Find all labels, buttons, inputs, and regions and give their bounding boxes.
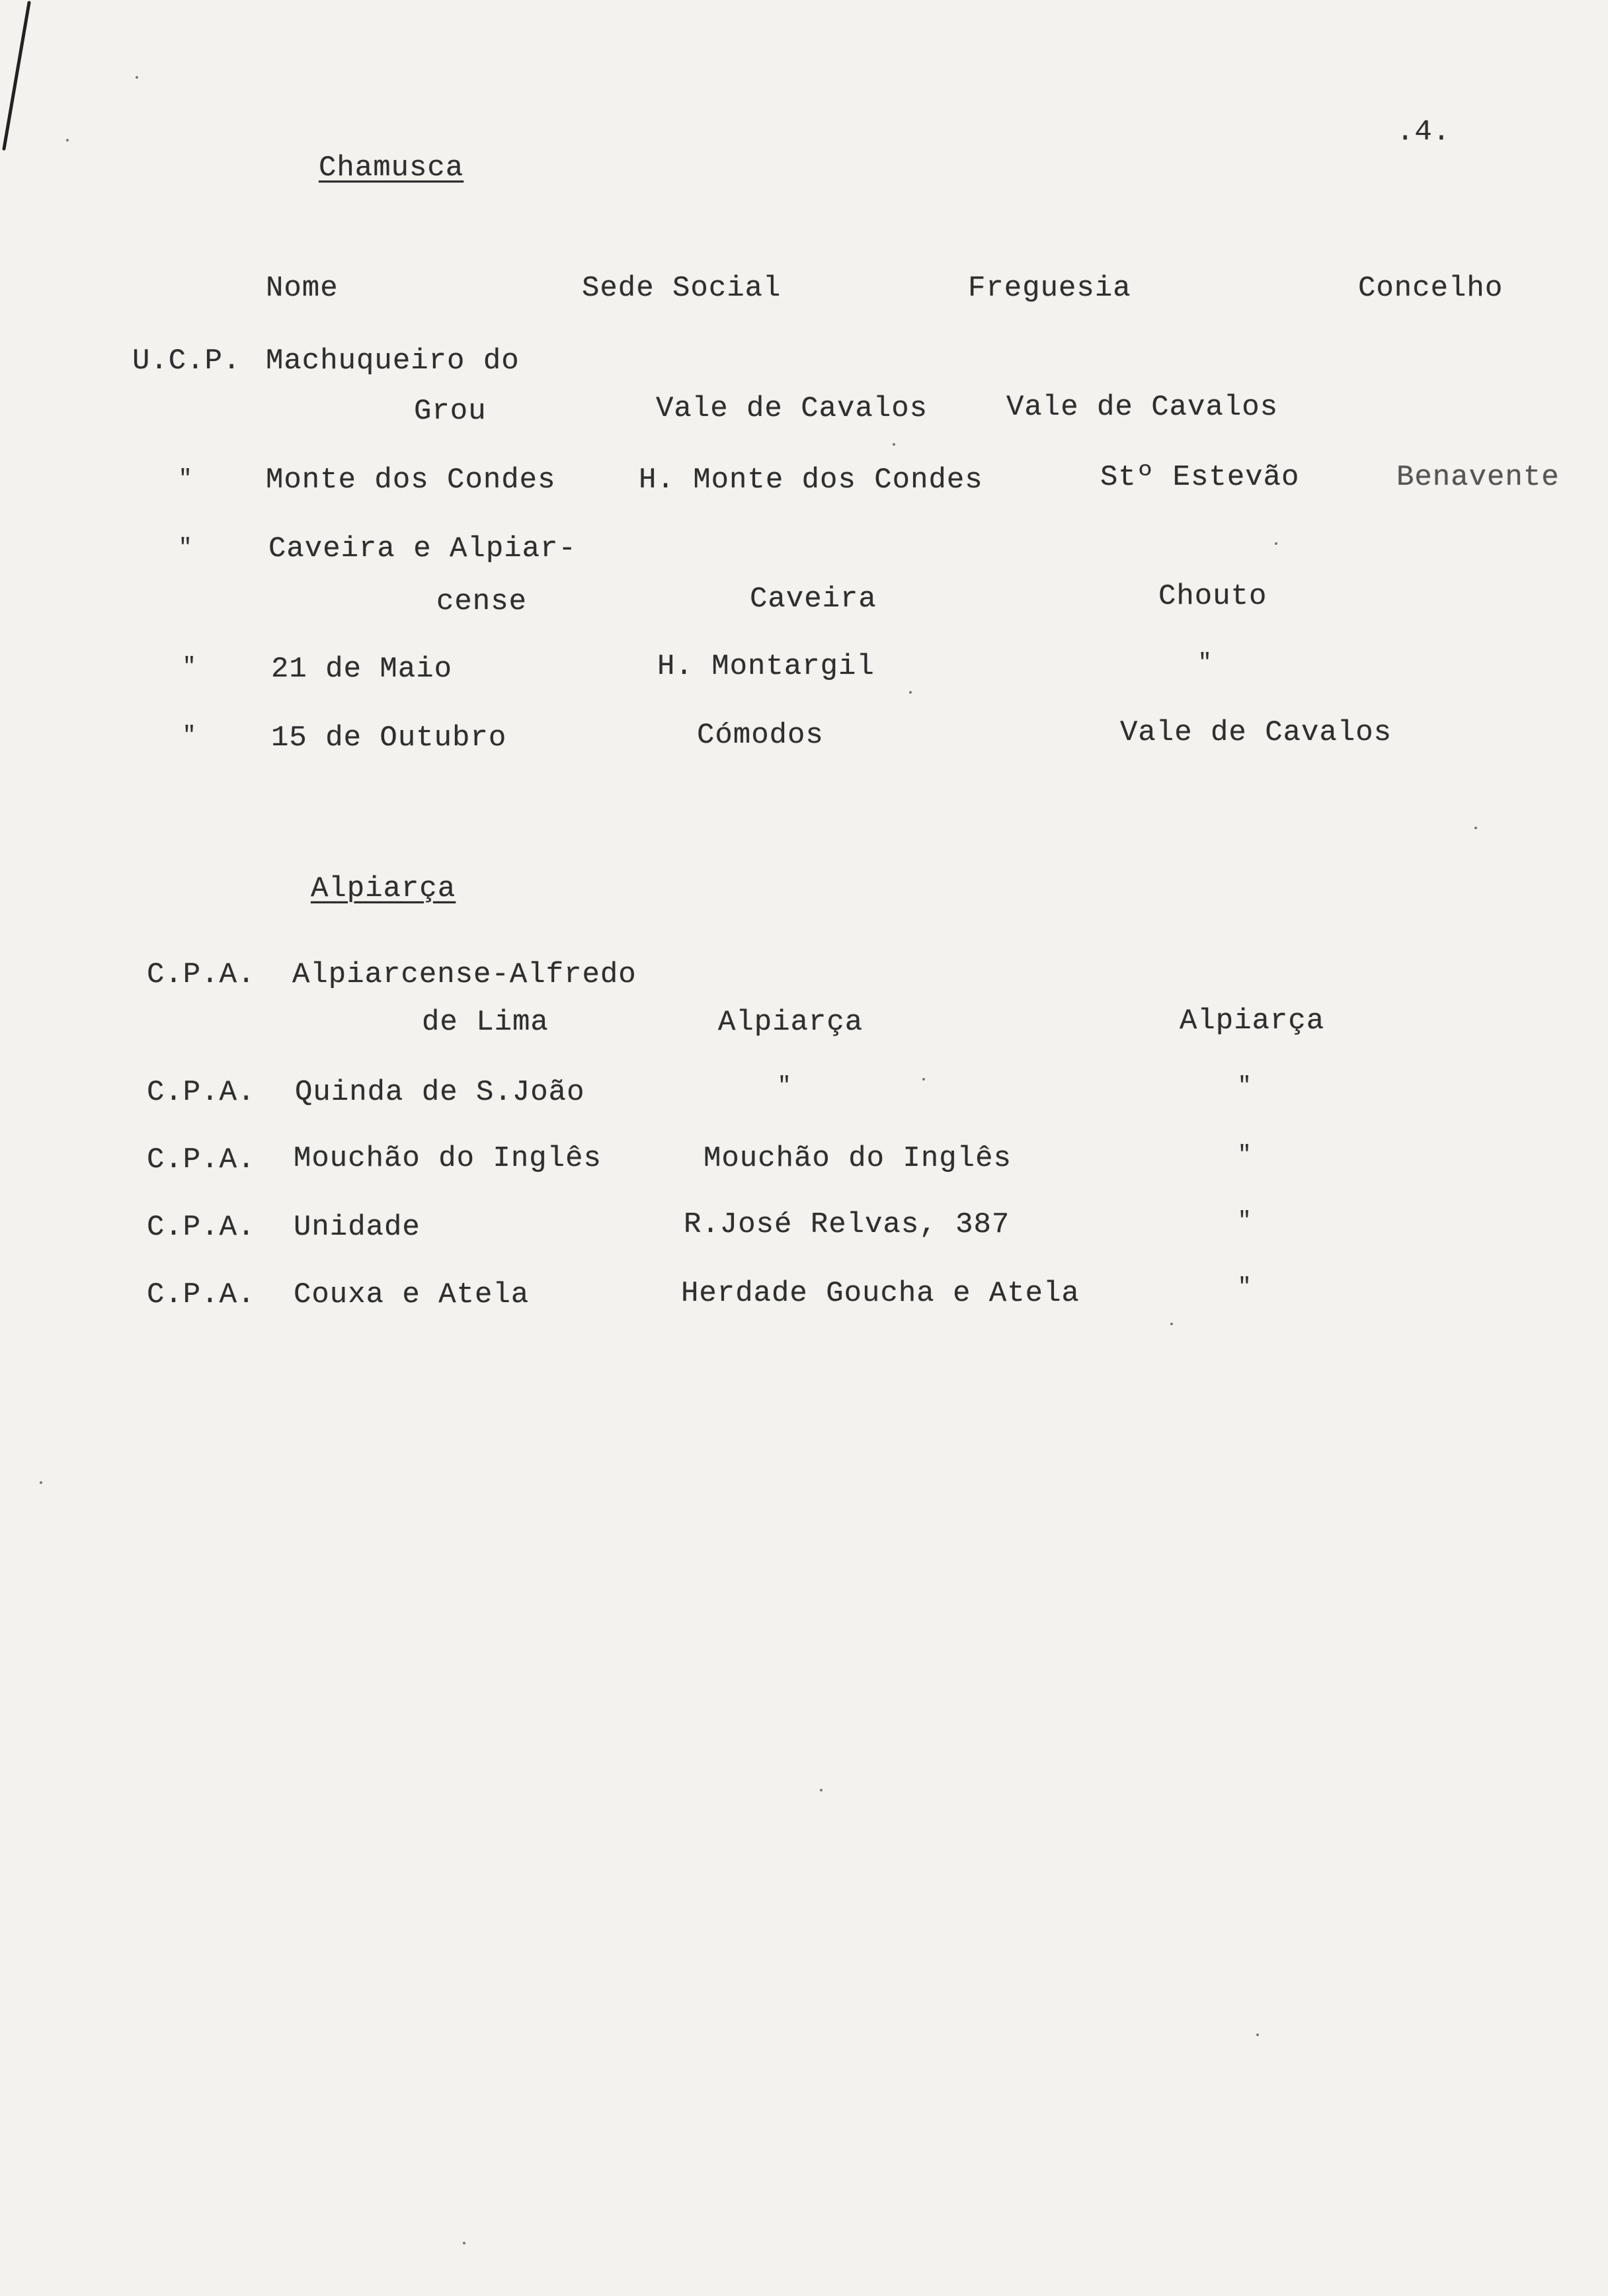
row-freguesia: Vale de Cavalos	[1120, 716, 1392, 749]
row-prefix: C.P.A.	[147, 958, 256, 991]
row-freguesia-ditto: "	[1238, 1143, 1252, 1168]
row-prefix-ditto: "	[179, 467, 193, 492]
section-title-alpiarca: Alpiarça	[311, 872, 456, 905]
row-sede-ditto: "	[778, 1074, 792, 1099]
section-title-chamusca: Chamusca	[319, 151, 464, 184]
row-freguesia-ditto: "	[1238, 1074, 1252, 1099]
row-freguesia-ditto: "	[1238, 1275, 1252, 1300]
row-freguesia: Stº Estevão	[1100, 461, 1300, 494]
column-header-sede-social: Sede Social	[582, 272, 782, 305]
row-prefix: C.P.A.	[147, 1076, 256, 1109]
row-prefix-ditto: "	[182, 723, 197, 749]
row-prefix-ditto: "	[182, 655, 197, 680]
row-sede-social: Cómodos	[697, 719, 824, 752]
row-sede-social: Alpiarça	[718, 1006, 864, 1039]
row-prefix-ditto: "	[179, 536, 193, 561]
pen-stroke-mark	[0, 0, 53, 159]
row-nome-line1: Unidade	[294, 1211, 421, 1244]
row-sede-social: R.José Relvas, 387	[684, 1208, 1010, 1241]
row-freguesia: Chouto	[1158, 580, 1267, 613]
row-prefix: U.C.P.	[132, 345, 241, 378]
row-nome-line1: Couxa e Atela	[294, 1278, 530, 1311]
row-sede-social: Caveira	[750, 583, 877, 616]
row-nome-line2: Grou	[414, 395, 487, 428]
row-nome-line2: de Lima	[422, 1006, 549, 1039]
row-prefix: C.P.A.	[147, 1278, 256, 1311]
column-header-concelho: Concelho	[1358, 272, 1504, 305]
row-prefix: C.P.A.	[147, 1143, 256, 1176]
page-number: .4.	[1396, 116, 1451, 149]
column-header-freguesia: Freguesia	[968, 272, 1131, 305]
row-freguesia: Vale de Cavalos	[1006, 391, 1279, 424]
row-nome-line2: cense	[436, 585, 528, 618]
row-freguesia: Alpiarça	[1180, 1004, 1325, 1038]
row-nome-line1: 15 de Outubro	[271, 721, 507, 755]
row-nome-line1: Alpiarcense-Alfredo	[292, 958, 637, 991]
row-freguesia-ditto: "	[1238, 1209, 1252, 1234]
column-header-nome: Nome	[266, 272, 339, 305]
row-nome-line1: Quinda de S.João	[295, 1076, 585, 1109]
row-nome-line1: Mouchão do Inglês	[294, 1142, 602, 1175]
row-nome-line1: Machuqueiro do	[266, 345, 520, 378]
row-freguesia-ditto: "	[1198, 651, 1213, 676]
row-nome-line1: Monte dos Condes	[266, 464, 556, 497]
row-nome-line1: Caveira e Alpiar-	[268, 532, 577, 565]
row-sede-social: Vale de Cavalos	[656, 392, 928, 425]
row-sede-social: H. Monte dos Condes	[639, 464, 983, 497]
row-prefix: C.P.A.	[147, 1211, 256, 1244]
row-sede-social: Mouchão do Inglês	[704, 1142, 1012, 1175]
row-sede-social: Herdade Goucha e Atela	[681, 1277, 1080, 1310]
row-sede-social: H. Montargil	[657, 650, 875, 683]
row-concelho: Benavente	[1396, 461, 1560, 494]
row-nome-line1: 21 de Maio	[271, 653, 453, 686]
